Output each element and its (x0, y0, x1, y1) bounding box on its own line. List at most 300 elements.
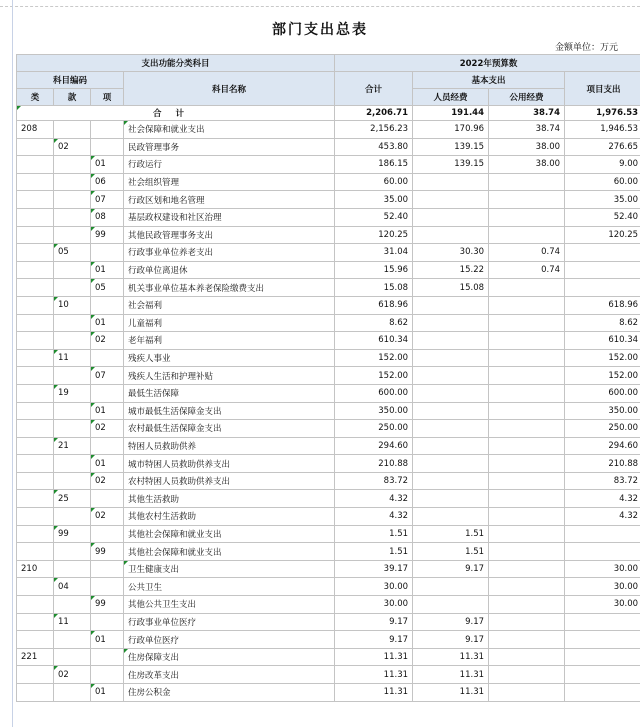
section-code-cell (54, 367, 91, 385)
public-cell: 38.00 (489, 138, 565, 156)
item-code-cell (91, 613, 124, 631)
section-code-cell (54, 402, 91, 420)
public-cell (489, 596, 565, 614)
table-row (17, 138, 640, 156)
item-code-cell: 01 (91, 684, 124, 702)
total-cell: 35.00 (335, 191, 413, 209)
item-code-cell: 07 (91, 191, 124, 209)
class-code-cell (17, 279, 54, 297)
class-code-cell (17, 244, 54, 262)
class-code-cell (17, 631, 54, 649)
project-cell: 618.96 (565, 296, 640, 314)
personnel-cell (413, 402, 489, 420)
item-code-cell: 01 (91, 402, 124, 420)
subject-name-cell: 行政事业单位养老支出 (124, 244, 335, 262)
public-cell: 0.74 (489, 244, 565, 262)
subject-name-cell: 卫生健康支出 (124, 560, 335, 578)
item-code-cell (91, 138, 124, 156)
item-code-cell (91, 244, 124, 262)
item-code-cell: 02 (91, 508, 124, 526)
item-code-cell (91, 349, 124, 367)
public-cell: 0.74 (489, 261, 565, 279)
subject-name-cell: 行政单位医疗 (124, 631, 335, 649)
section-code-cell (54, 472, 91, 490)
project-cell: 152.00 (565, 349, 640, 367)
total-cell: 4.32 (335, 508, 413, 526)
table-row (17, 437, 640, 455)
total-cell: 210.88 (335, 455, 413, 473)
public-cell (489, 173, 565, 191)
personnel-cell: 1.51 (413, 543, 489, 561)
public-cell (489, 437, 565, 455)
table-row (17, 402, 640, 420)
project-cell (565, 613, 640, 631)
total-cell: 11.31 (335, 648, 413, 666)
total-cell: 120.25 (335, 226, 413, 244)
total-cell: 9.17 (335, 613, 413, 631)
public-cell: 38.00 (489, 156, 565, 174)
table-row (17, 226, 640, 244)
project-cell (565, 543, 640, 561)
personnel-cell (413, 437, 489, 455)
item-code-cell (91, 560, 124, 578)
personnel-cell (413, 173, 489, 191)
table-row (17, 508, 640, 526)
personnel-cell (413, 332, 489, 350)
project-cell (565, 648, 640, 666)
sheet-left-margin-line (12, 0, 13, 727)
subject-name-cell: 民政管理事务 (124, 138, 335, 156)
personnel-cell (413, 508, 489, 526)
table-row (17, 455, 640, 473)
table-row (17, 525, 640, 543)
class-code-cell (17, 613, 54, 631)
total-cell: 15.08 (335, 279, 413, 297)
section-code-cell (54, 560, 91, 578)
total-label: 合计 (17, 106, 335, 121)
public-cell (489, 420, 565, 438)
item-code-cell (91, 121, 124, 139)
public-cell (489, 191, 565, 209)
personnel-cell (413, 191, 489, 209)
class-code-cell (17, 490, 54, 508)
subject-name-cell: 其他民政管理事务支出 (124, 226, 335, 244)
public-cell (489, 296, 565, 314)
personnel-cell (413, 384, 489, 402)
public-cell (489, 208, 565, 226)
table-row (17, 648, 640, 666)
subject-name-cell: 城市最低生活保障金支出 (124, 402, 335, 420)
page-top-border (0, 6, 640, 7)
subject-name-cell: 其他生活救助 (124, 490, 335, 508)
table-row (17, 472, 640, 490)
public-cell (489, 332, 565, 350)
project-cell (565, 244, 640, 262)
public-cell (489, 525, 565, 543)
public-cell (489, 631, 565, 649)
total-cell: 250.00 (335, 420, 413, 438)
item-code-cell: 99 (91, 596, 124, 614)
project-cell (565, 666, 640, 684)
subject-name-header: 科目名称 (124, 72, 335, 106)
subject-name-cell: 住房保障支出 (124, 648, 335, 666)
item-code-cell: 05 (91, 279, 124, 297)
total-cell: 60.00 (335, 173, 413, 191)
project-cell: 9.00 (565, 156, 640, 174)
subject-name-cell: 其他农村生活救助 (124, 508, 335, 526)
subject-name-cell: 公共卫生 (124, 578, 335, 596)
subject-name-cell: 最低生活保障 (124, 384, 335, 402)
subject-name-cell: 行政单位离退休 (124, 261, 335, 279)
total-cell: 152.00 (335, 349, 413, 367)
item-code-cell: 01 (91, 314, 124, 332)
table-row (17, 279, 640, 297)
project-cell (565, 261, 640, 279)
personnel-cell (413, 490, 489, 508)
class-code-cell (17, 156, 54, 174)
item-code-cell (91, 578, 124, 596)
class-code-cell (17, 402, 54, 420)
section-code-cell (54, 173, 91, 191)
total-cell: 15.96 (335, 261, 413, 279)
personnel-header: 人员经费 (413, 89, 489, 106)
section-code-cell (54, 208, 91, 226)
item-code-cell: 01 (91, 631, 124, 649)
table-row (17, 420, 640, 438)
table-row (17, 367, 640, 385)
personnel-cell: 139.15 (413, 156, 489, 174)
table-row (17, 543, 640, 561)
public-cell (489, 613, 565, 631)
total-cell: 350.00 (335, 402, 413, 420)
item-code-cell: 07 (91, 367, 124, 385)
class-code-cell (17, 173, 54, 191)
subject-name-cell: 残疾人事业 (124, 349, 335, 367)
total-cell: 4.32 (335, 490, 413, 508)
code-item-header: 项 (91, 89, 124, 106)
personnel-cell (413, 367, 489, 385)
section-code-cell: 10 (54, 296, 91, 314)
class-code-cell (17, 437, 54, 455)
section-code-cell: 19 (54, 384, 91, 402)
personnel-cell: 9.17 (413, 613, 489, 631)
item-code-cell: 02 (91, 472, 124, 490)
item-code-cell (91, 384, 124, 402)
public-cell (489, 472, 565, 490)
subject-name-cell: 行政区划和地名管理 (124, 191, 335, 209)
public-cell: 38.74 (489, 121, 565, 139)
project-cell: 610.34 (565, 332, 640, 350)
class-code-cell: 221 (17, 648, 54, 666)
public-cell (489, 349, 565, 367)
item-code-cell: 01 (91, 156, 124, 174)
item-code-cell: 02 (91, 420, 124, 438)
class-code-cell (17, 455, 54, 473)
personnel-cell: 15.22 (413, 261, 489, 279)
total-cell: 83.72 (335, 472, 413, 490)
section-code-cell (54, 596, 91, 614)
class-code-cell (17, 367, 54, 385)
subject-name-cell: 其他社会保障和就业支出 (124, 543, 335, 561)
table-row (17, 631, 640, 649)
table-row (17, 244, 640, 262)
subject-name-cell: 社会组织管理 (124, 173, 335, 191)
class-code-cell (17, 508, 54, 526)
section-code-cell: 11 (54, 349, 91, 367)
project-expenditure-header: 项目支出 (565, 72, 640, 106)
personnel-cell: 170.96 (413, 121, 489, 139)
item-code-cell (91, 490, 124, 508)
total-cell: 9.17 (335, 631, 413, 649)
section-code-cell (54, 156, 91, 174)
public-cell (489, 279, 565, 297)
project-cell (565, 525, 640, 543)
item-code-cell: 99 (91, 543, 124, 561)
item-code-cell (91, 525, 124, 543)
subject-name-cell: 农村特困人员救助供养支出 (124, 472, 335, 490)
section-code-cell (54, 684, 91, 702)
section-code-cell (54, 332, 91, 350)
personnel-cell: 9.17 (413, 560, 489, 578)
table-row (17, 613, 640, 631)
total-cell: 610.34 (335, 332, 413, 350)
total-amount-cell: 2,206.71 (335, 106, 413, 121)
subject-name-cell: 儿童福利 (124, 314, 335, 332)
project-cell: 120.25 (565, 226, 640, 244)
personnel-cell (413, 208, 489, 226)
personnel-cell (413, 314, 489, 332)
subject-name-cell: 城市特困人员救助供养支出 (124, 455, 335, 473)
total-cell: 31.04 (335, 244, 413, 262)
table-row (17, 156, 640, 174)
class-code-cell (17, 666, 54, 684)
project-cell: 8.62 (565, 314, 640, 332)
public-cell (489, 367, 565, 385)
personnel-cell (413, 296, 489, 314)
class-code-cell (17, 420, 54, 438)
table-row (17, 314, 640, 332)
section-code-cell: 21 (54, 437, 91, 455)
project-cell: 4.32 (565, 490, 640, 508)
class-code-cell (17, 384, 54, 402)
project-cell: 276.65 (565, 138, 640, 156)
class-code-cell: 208 (17, 121, 54, 139)
subject-name-cell: 行政事业单位医疗 (124, 613, 335, 631)
section-code-cell (54, 226, 91, 244)
subject-name-cell: 农村最低生活保障金支出 (124, 420, 335, 438)
personnel-cell (413, 596, 489, 614)
table-row (17, 332, 640, 350)
project-cell: 294.60 (565, 437, 640, 455)
table-row (17, 349, 640, 367)
table-row (17, 384, 640, 402)
basic-expenditure-header: 基本支出 (413, 72, 565, 89)
total-row (17, 106, 640, 121)
total-cell: 2,156.23 (335, 121, 413, 139)
public-cell (489, 490, 565, 508)
class-code-cell (17, 578, 54, 596)
total-cell: 152.00 (335, 367, 413, 385)
subject-name-cell: 社会福利 (124, 296, 335, 314)
personnel-cell (413, 420, 489, 438)
section-code-cell: 25 (54, 490, 91, 508)
public-cell (489, 226, 565, 244)
public-cell (489, 666, 565, 684)
project-cell: 600.00 (565, 384, 640, 402)
total-cell: 453.80 (335, 138, 413, 156)
section-code-cell (54, 543, 91, 561)
project-cell: 250.00 (565, 420, 640, 438)
personnel-cell: 11.31 (413, 648, 489, 666)
project-cell: 350.00 (565, 402, 640, 420)
personnel-cell: 9.17 (413, 631, 489, 649)
section-code-cell (54, 508, 91, 526)
table-row (17, 490, 640, 508)
functional-classification-header: 支出功能分类科目 (17, 55, 335, 72)
total-cell: 11.31 (335, 666, 413, 684)
project-cell: 83.72 (565, 472, 640, 490)
total-personnel-cell: 191.44 (413, 106, 489, 121)
public-cell (489, 684, 565, 702)
public-cell (489, 384, 565, 402)
subject-name-cell: 行政运行 (124, 156, 335, 174)
personnel-cell (413, 349, 489, 367)
table-row (17, 596, 640, 614)
public-cell (489, 543, 565, 561)
class-code-cell (17, 138, 54, 156)
section-code-cell (54, 261, 91, 279)
code-class-header: 类 (17, 89, 54, 106)
public-cell (489, 578, 565, 596)
class-code-cell (17, 261, 54, 279)
project-cell: 30.00 (565, 560, 640, 578)
item-code-cell (91, 437, 124, 455)
section-code-cell: 11 (54, 613, 91, 631)
total-project-cell: 1,976.53 (565, 106, 640, 121)
project-cell: 152.00 (565, 367, 640, 385)
personnel-cell: 139.15 (413, 138, 489, 156)
total-cell: 8.62 (335, 314, 413, 332)
subject-name-cell: 住房改革支出 (124, 666, 335, 684)
item-code-cell: 02 (91, 332, 124, 350)
project-cell: 210.88 (565, 455, 640, 473)
section-code-cell: 99 (54, 525, 91, 543)
class-code-cell (17, 332, 54, 350)
amount-unit-label: 金额单位：万元 (554, 43, 618, 53)
table-row (17, 208, 640, 226)
section-code-cell: 02 (54, 138, 91, 156)
section-code-cell (54, 420, 91, 438)
item-code-cell (91, 666, 124, 684)
public-cell (489, 314, 565, 332)
table-row (17, 261, 640, 279)
total-cell: 30.00 (335, 596, 413, 614)
subject-name-cell: 其他社会保障和就业支出 (124, 525, 335, 543)
class-code-cell (17, 543, 54, 561)
class-code-cell (17, 349, 54, 367)
public-cell (489, 455, 565, 473)
total-cell: 1.51 (335, 525, 413, 543)
total-cell: 294.60 (335, 437, 413, 455)
section-code-cell: 04 (54, 578, 91, 596)
public-cell (489, 402, 565, 420)
section-code-cell: 02 (54, 666, 91, 684)
personnel-cell: 11.31 (413, 666, 489, 684)
personnel-cell (413, 578, 489, 596)
table-row (17, 296, 640, 314)
total-cell: 52.40 (335, 208, 413, 226)
personnel-cell: 15.08 (413, 279, 489, 297)
subject-name-cell: 基层政权建设和社区治理 (124, 208, 335, 226)
item-code-cell: 06 (91, 173, 124, 191)
page-title: 部门支出总表 (272, 22, 368, 38)
item-code-cell: 99 (91, 226, 124, 244)
public-cell (489, 560, 565, 578)
project-cell: 35.00 (565, 191, 640, 209)
subject-name-cell: 特困人员救助供养 (124, 437, 335, 455)
table-row (17, 121, 640, 139)
code-section-header: 款 (54, 89, 91, 106)
total-cell: 618.96 (335, 296, 413, 314)
total-public-cell: 38.74 (489, 106, 565, 121)
budget-year-header: 2022年预算数 (335, 55, 640, 72)
item-code-cell (91, 296, 124, 314)
personnel-cell: 11.31 (413, 684, 489, 702)
subject-code-header: 科目编码 (17, 72, 124, 89)
total-header: 合计 (335, 72, 413, 106)
public-cell (489, 508, 565, 526)
class-code-cell: 210 (17, 560, 54, 578)
total-cell: 11.31 (335, 684, 413, 702)
total-cell: 600.00 (335, 384, 413, 402)
table-row (17, 560, 640, 578)
personnel-cell: 30.30 (413, 244, 489, 262)
expenditure-table (16, 54, 640, 702)
section-code-cell (54, 648, 91, 666)
project-cell (565, 631, 640, 649)
section-code-cell (54, 631, 91, 649)
section-code-cell (54, 121, 91, 139)
project-cell: 60.00 (565, 173, 640, 191)
section-code-cell (54, 279, 91, 297)
class-code-cell (17, 525, 54, 543)
total-cell: 186.15 (335, 156, 413, 174)
personnel-cell: 1.51 (413, 525, 489, 543)
item-code-cell: 08 (91, 208, 124, 226)
class-code-cell (17, 596, 54, 614)
table-row (17, 684, 640, 702)
total-cell: 30.00 (335, 578, 413, 596)
project-cell (565, 279, 640, 297)
section-code-cell: 05 (54, 244, 91, 262)
table-row (17, 666, 640, 684)
subject-name-cell: 老年福利 (124, 332, 335, 350)
subject-name-cell: 其他公共卫生支出 (124, 596, 335, 614)
class-code-cell (17, 314, 54, 332)
project-cell: 30.00 (565, 578, 640, 596)
subject-name-cell: 住房公积金 (124, 684, 335, 702)
personnel-cell (413, 226, 489, 244)
project-cell (565, 684, 640, 702)
class-code-cell (17, 296, 54, 314)
table-row (17, 191, 640, 209)
table-row (17, 578, 640, 596)
item-code-cell: 01 (91, 261, 124, 279)
public-funds-header: 公用经费 (489, 89, 565, 106)
class-code-cell (17, 472, 54, 490)
section-code-cell (54, 314, 91, 332)
class-code-cell (17, 226, 54, 244)
